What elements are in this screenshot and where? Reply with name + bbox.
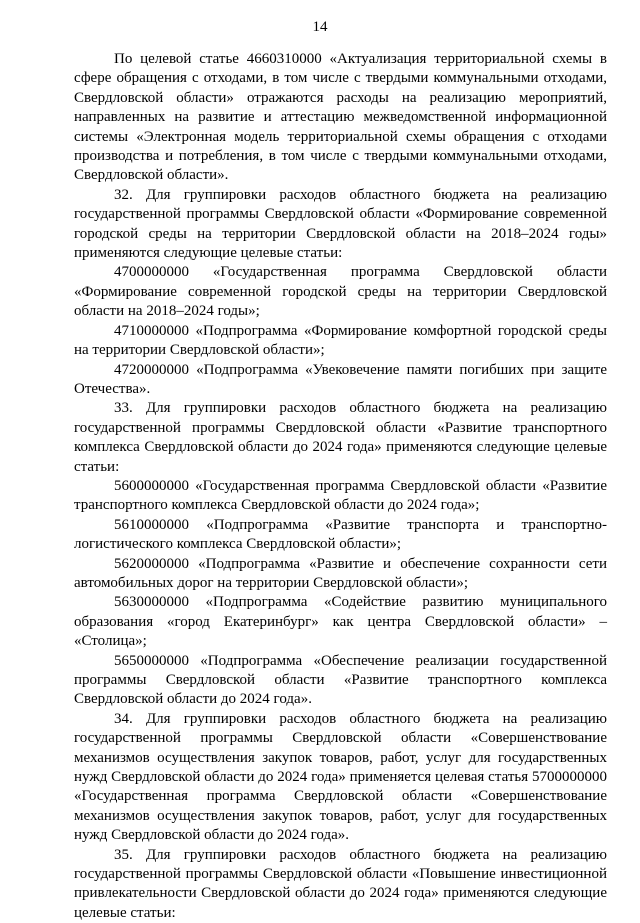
paragraph-clause-34: 34. Для группировки расходов областного бюджета на реализацию государственной программы Свердловской области «Совершенствование механизмов осуществления закупок товаров, работ, услуг для государственных нужд Свердловской области до 2024 года» применяется целевая статья 5700000000 «Государственная программа Свердловской области «Совершенствование механизмов осуществления закупок товаров, работ, услуг для государственных нужд Свердловской области до 2024 года». [74,710,607,844]
paragraph-4700000000: 4700000000 «Государственная программа Свердловской области «Формирование современной городской среды на территории Свердловской области на 2018–2024 годы»; [74,264,607,320]
paragraph-clause-32: 32. Для группировки расходов областного бюджета на реализацию государственной программы Свердловской области «Формирование современной городской среды на территории Свердловской области на 2018–2024 годы» применяются следующие целевые статьи: [74,186,607,262]
paragraph-5650000000: 5650000000 «Подпрограмма «Обеспечение реализации государственной программы Свердловской области «Развитие транспортного комплекса Свердловской области до 2024 года». [74,652,607,708]
paragraph-4660310000: По целевой статье 4660310000 «Актуализация территориальной схемы в сфере обращения с отходами, в том числе с твердыми коммунальными отходами, Свердловской области» отражаются расходы на реализацию мероприятий, направленных на развитие и аттестацию межведомственной информационной системы «Электронная модель территориальной схемы обращения с отходами производства и потребления, в том числе с твердыми коммунальными отходами, Свердловской области». [74,51,607,184]
page-number: 14 [312,19,328,35]
paragraph-4720000000: 4720000000 «Подпрограмма «Увековечение памяти погибших при защите Отечества». [74,361,607,397]
paragraph-5610000000: 5610000000 «Подпрограмма «Развитие транспорта и транспортно-логистического комплекса Свердловской области»; [74,516,607,553]
paragraph-4710000000: 4710000000 «Подпрограмма «Формирование комфортной городской среды на территории Свердловской области»; [74,322,607,359]
paragraph-5600000000: 5600000000 «Государственная программа Свердловской области «Развитие транспортного комплекса Свердловской области до 2024 года»; [74,477,607,514]
document-body [74,50,607,923]
paragraph-clause-33: 33. Для группировки расходов областного бюджета на реализацию государственной программы Свердловской области «Развитие транспортного комплекса Свердловской области до 2024 года» применяются следующие целевые статьи: [74,400,607,475]
paragraph-5620000000: 5620000000 «Подпрограмма «Развитие и обеспечение сохранности сети автомобильных дорог на территории Свердловской области»; [74,555,607,591]
paragraph-5630000000: 5630000000 «Подпрограмма «Содействие развитию муниципального образования «город Екатеринбург» как центра Свердловской области» – «Столица»; [74,594,607,650]
paragraph-clause-35: 35. Для группировки расходов областного бюджета на реализацию государственной программы Свердловской области «Повышение инвестиционной привлекательности Свердловской области до 2024 года» применяются следующие целевые статьи: [74,846,607,921]
